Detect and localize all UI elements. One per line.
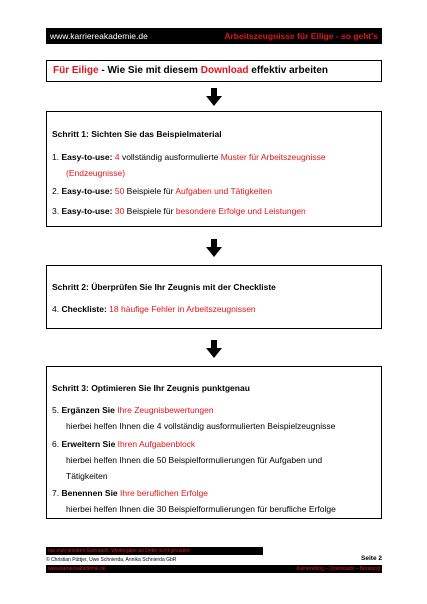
- step2-box: [46, 265, 382, 329]
- item-label: Checkliste:: [61, 304, 107, 314]
- item-number: 1.: [52, 152, 62, 162]
- item-text: Beispiele für: [124, 206, 176, 216]
- item-sub: hierbei helfen Ihnen die 30 Beispielformulierungen für berufliche Erfolge: [66, 504, 336, 514]
- intro-text-a: - Wie Sie mit diesem: [98, 65, 201, 76]
- arrow-down-icon: [206, 88, 222, 106]
- footer-section: Karriereblog – Downloads – Beratung: [296, 566, 380, 572]
- item-count: 4: [114, 152, 120, 162]
- item-count: 50: [114, 186, 125, 196]
- item-sub: hierbei helfen Ihnen die 4 vollständig ausformulierten Beispielzeugnisse: [66, 421, 336, 431]
- list-item: [52, 301, 373, 317]
- intro-box: [46, 60, 382, 82]
- item-label: Erweitern Sie: [61, 439, 116, 449]
- item-link-cont[interactable]: (Endzeugnisse): [66, 168, 126, 178]
- arrow-down-icon: [206, 340, 222, 358]
- footer-copyright-row: [46, 556, 382, 564]
- list-item: [52, 203, 373, 219]
- intro-download: Download: [200, 65, 249, 76]
- step3-box: [46, 366, 382, 519]
- intro-text-b: effektiv arbeiten: [248, 65, 328, 76]
- item-sub: hierbei helfen Ihnen die 50 Beispielformulierungen für Aufgaben und: [66, 455, 323, 465]
- item-link[interactable]: besondere Erfolge und Leistungen: [175, 206, 306, 216]
- footer-site-link[interactable]: www.karriereakademie.de: [48, 566, 106, 572]
- item-number: 6.: [52, 439, 62, 449]
- item-link[interactable]: Ihre Zeugnisbewertungen: [114, 405, 214, 415]
- item-label: Easy-to-use:: [61, 206, 113, 216]
- item-link[interactable]: Aufgaben und Tätigkeiten: [175, 186, 273, 196]
- step1-title: Schritt 1: Sichten Sie das Beispielmaterial: [52, 129, 222, 139]
- item-count: 30: [114, 206, 125, 216]
- page-number: Seite 2: [361, 555, 382, 562]
- step3-title: Schritt 3: Optimieren Sie Ihr Zeugnis punktgenau: [52, 383, 250, 393]
- item-link[interactable]: 18 häufige Fehler in Arbeitszeugnissen: [106, 304, 256, 314]
- item-label: Ergänzen Sie: [61, 405, 115, 415]
- arrow-down-icon: [206, 239, 222, 257]
- footer: [46, 547, 382, 581]
- item-number: 7.: [52, 488, 62, 498]
- footer-notice: nur zum privaten Gebrauch, Weitergabe an Dritte nicht gestattet: [46, 547, 263, 555]
- footer-copyright: © Christian Püttjer, Uwe Schnierda, Annika Schnierda GbR: [46, 557, 177, 563]
- item-link[interactable]: Muster für Arbeitszeugnisse: [220, 152, 326, 162]
- item-number: 5.: [52, 405, 62, 415]
- item-number: 4.: [52, 304, 62, 314]
- intro-eilige: Für Eilige: [53, 65, 99, 76]
- list-item: [52, 149, 373, 181]
- item-link[interactable]: Ihre beruflichen Erfolge: [117, 488, 208, 498]
- item-number: 2.: [52, 186, 62, 196]
- item-label: Benennen Sie: [61, 488, 118, 498]
- header-bar: [46, 28, 382, 44]
- step2-title: Schritt 2: Überprüfen Sie Ihr Zeugnis mit der Checkliste: [52, 282, 276, 292]
- item-label: Easy-to-use:: [61, 152, 113, 162]
- item-sub-cont: Tätigkeiten: [66, 471, 108, 481]
- item-label: Easy-to-use:: [61, 186, 113, 196]
- footer-bar: [46, 565, 382, 573]
- item-number: 3.: [52, 206, 62, 216]
- header-title: Arbeitszeugnisse für Eilige - so geht's: [224, 31, 378, 41]
- list-item: [52, 436, 373, 484]
- list-item: [52, 402, 373, 434]
- header-site-link[interactable]: www.karriereakademie.de: [50, 31, 148, 41]
- list-item: [52, 183, 373, 199]
- list-item: [52, 485, 373, 517]
- item-link[interactable]: Ihren Aufgabenblock: [115, 439, 196, 449]
- item-text: Beispiele für: [124, 186, 176, 196]
- item-text: vollständig ausformulierte: [119, 152, 221, 162]
- step1-box: [46, 111, 382, 227]
